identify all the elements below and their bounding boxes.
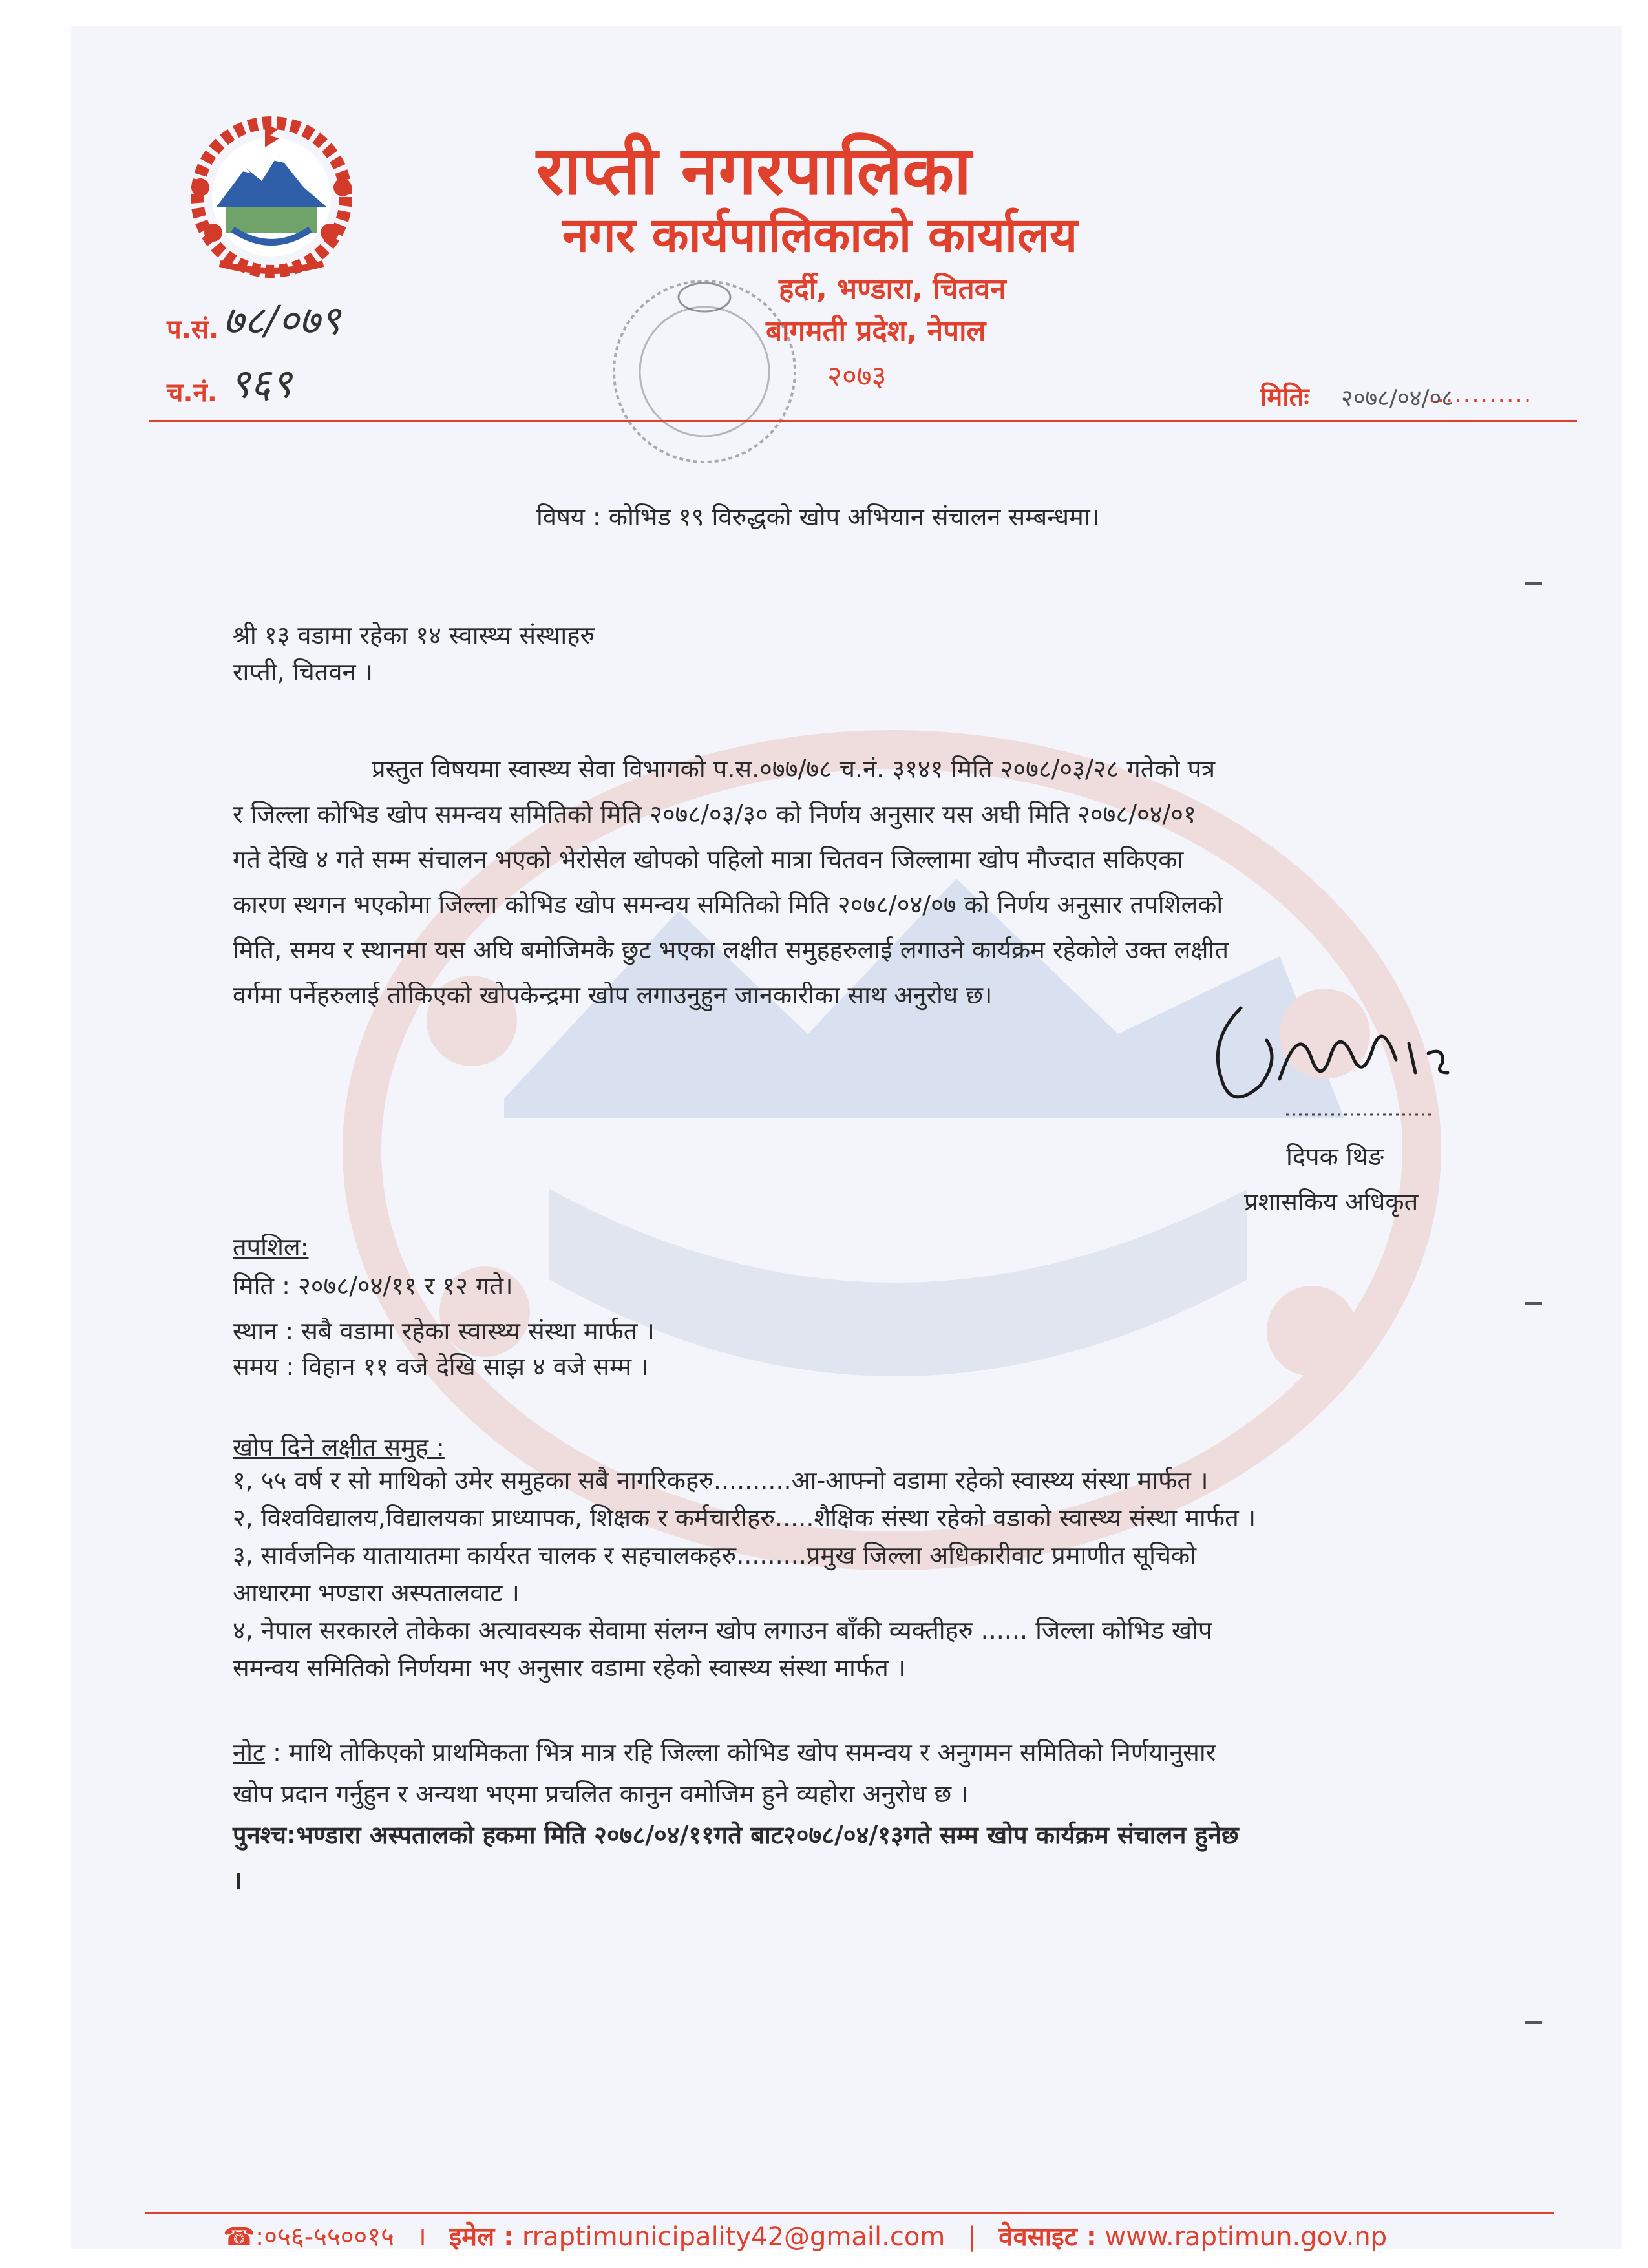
header-divider [149, 420, 1577, 422]
footer-separator-2: | [967, 2222, 977, 2252]
body-line: र जिल्ला कोभिड खोप समन्वय समितिको मिति २०७८/०३/३० को निर्णय अनुसार यस अघी मिति २०७८/०४/०१ [233, 800, 1196, 828]
date-label: मितिः [1260, 383, 1309, 412]
signer-name: दिपक थिङ [1286, 1142, 1384, 1171]
list-item: १, ५५ वर्ष र सो माथिको उमेर समुहका सबै नागरिकहरु..........आ-आफ्नो वडामा रहेको स्वास्थ्य संस्था मार्फत । [233, 1466, 1209, 1495]
schedule-time: समय : विहान ११ वजे देखि साझ ४ वजे सम्म । [233, 1352, 649, 1381]
body-line: प्रस्तुत विषयमा स्वास्थ्य सेवा विभागको प.स.०७७/७८ च.नं. ३१४१ मिति २०७८/०३/२८ गतेको पत्र [372, 755, 1216, 783]
office-title: नगर कार्यपालिकाको कार्यालय [562, 207, 1078, 263]
body-line: वर्गमा पर्नेहरुलाई तोकिएको खोपकेन्द्रमा खोप लगाउनुहुन जानकारीका साथ अनुरोध छ। [233, 981, 993, 1009]
footer-divider [145, 2212, 1554, 2214]
list-item: समन्वय समितिको निर्णयमा भए अनुसार वडामा रहेको स्वास्थ्य संस्था मार्फत । [233, 1654, 906, 1682]
footer-separator: । [416, 2222, 427, 2252]
municipality-title: राप्ती नगरपालिका [536, 131, 971, 210]
date-value: २०७८/०४/०८ [1341, 385, 1454, 412]
schedule-place: स्थान : सबै वडामा रहेका स्वास्थ्य संस्था मार्फत । [233, 1317, 655, 1345]
addressee-line-2: राप्ती, चितवन । [233, 658, 374, 686]
addressee-line-1: श्री १३ वडामा रहेका १४ स्वास्थ्य संस्थाहरु [233, 621, 595, 649]
handwritten-signature [1202, 982, 1499, 1131]
list-item: ४, नेपाल सरकारले तोकेका अत्यावस्यक सेवामा संलग्न खोप लगाउन बाँकी व्यक्तीहरु ...... जिल्ला कोभिड खोप [233, 1616, 1212, 1644]
footer-phone: :०५६-५५००१५ [255, 2222, 394, 2252]
postscript-line-1: पुनश्च:भण्डारा अस्पतालको हकमा मिति २०७८/०४/११गते बाट२०७८/०४/१३गते सम्म खोप कार्यक्रम संचालन हुनेछ [233, 1821, 1239, 1849]
scan-mark [1525, 1302, 1542, 1305]
date-dotted-line: ............ [1428, 381, 1533, 408]
note-block [233, 1732, 1216, 1814]
footer-website-label: वेवसाइट : [998, 2222, 1097, 2252]
body-line: गते देखि ४ गते सम्म संचालन भएको भेरोसेल खोपको पहिलो मात्रा चितवन जिल्लामा खोप मौज्दात सकिएका [233, 845, 1184, 874]
target-groups-list [233, 1462, 1256, 1686]
address-line-1: हर्दी, भण्डारा, चितवन [779, 273, 1006, 306]
scan-mark [1525, 582, 1542, 585]
body-line: कारण स्थगन भएकोमा जिल्ला कोभिड खोप समन्वय समितिको मिति २०७८/०४/०७ को निर्णय अनुसार तपशिलको [233, 890, 1223, 919]
scan-mark [1525, 2021, 1542, 2024]
office-round-stamp [607, 258, 853, 478]
signer-title: प्रशासकिय अधिकृत [1244, 1188, 1419, 1216]
note-line-2: खोप प्रदान गर्नुहुन र अन्यथा भएमा प्रचलित कानुन वमोजिम हुने व्यहोरा अनुरोध छ । [233, 1780, 969, 1808]
dispatch-number-label: च.नं. [167, 378, 217, 408]
schedule-heading: तपशिल: [233, 1233, 309, 1261]
postscript-line-2: । [233, 1866, 242, 1895]
list-item: २, विश्वविद्यालय,विद्यालयका प्राध्यापक, शिक्षक र कर्मचारीहरु.....शैक्षिक संस्था रहेको वडाको स्वास्थ्य संस्था मार्फत । [233, 1504, 1256, 1532]
phone-icon: ☎ [223, 2222, 255, 2252]
subject-line: विषय : कोभिड १९ विरुद्धको खोप अभियान संचालन सम्बन्धमा। [536, 503, 1100, 531]
note-label: नोट [233, 1738, 266, 1767]
dispatch-number-value: ९६९ [229, 360, 292, 407]
established-year: २०७३ [827, 360, 887, 393]
footer-website[interactable]: www.raptimun.gov.np [1104, 2222, 1388, 2252]
footer-email-label: इमेल : [449, 2222, 514, 2252]
footer-email[interactable]: rraptimunicipality42@gmail.com [522, 2222, 945, 2252]
ref-number-value: ७८/०७९ [223, 297, 341, 344]
note-line-1: : माथि तोकिएको प्राथमिकता भित्र मात्र रहि जिल्ला कोभिड खोप समन्वय र अनुगमन समितिको निर्णयानुसार [265, 1738, 1216, 1767]
list-item: ३, सार्वजनिक यातायातमा कार्यरत चालक र सहचालकहरु.........प्रमुख जिल्ला अधिकारीवाट प्रमाणीत सूचिको [233, 1541, 1197, 1570]
footer-contact [223, 2218, 1387, 2253]
ref-number-label: प.सं. [167, 315, 219, 344]
schedule-date: मिति : २०७८/०४/११ र १२ गते। [233, 1272, 513, 1300]
address-line-2: बागमती प्रदेश, नेपाल [766, 315, 986, 348]
target-groups-heading: खोप दिने लक्षीत समुह : [233, 1433, 445, 1462]
nepal-emblem-logo [174, 116, 368, 284]
postscript-block [233, 1812, 1239, 1903]
body-paragraph [233, 746, 1486, 1018]
body-line: मिति, समय र स्थानमा यस अघि बमोजिमकै छुट भएका लक्षीत समुहहरुलाई लगाउने कार्यक्रम रहेकोले उक्त लक्षीत [233, 936, 1229, 964]
list-item: आधारमा भण्डारा अस्पतालवाट । [233, 1579, 520, 1607]
